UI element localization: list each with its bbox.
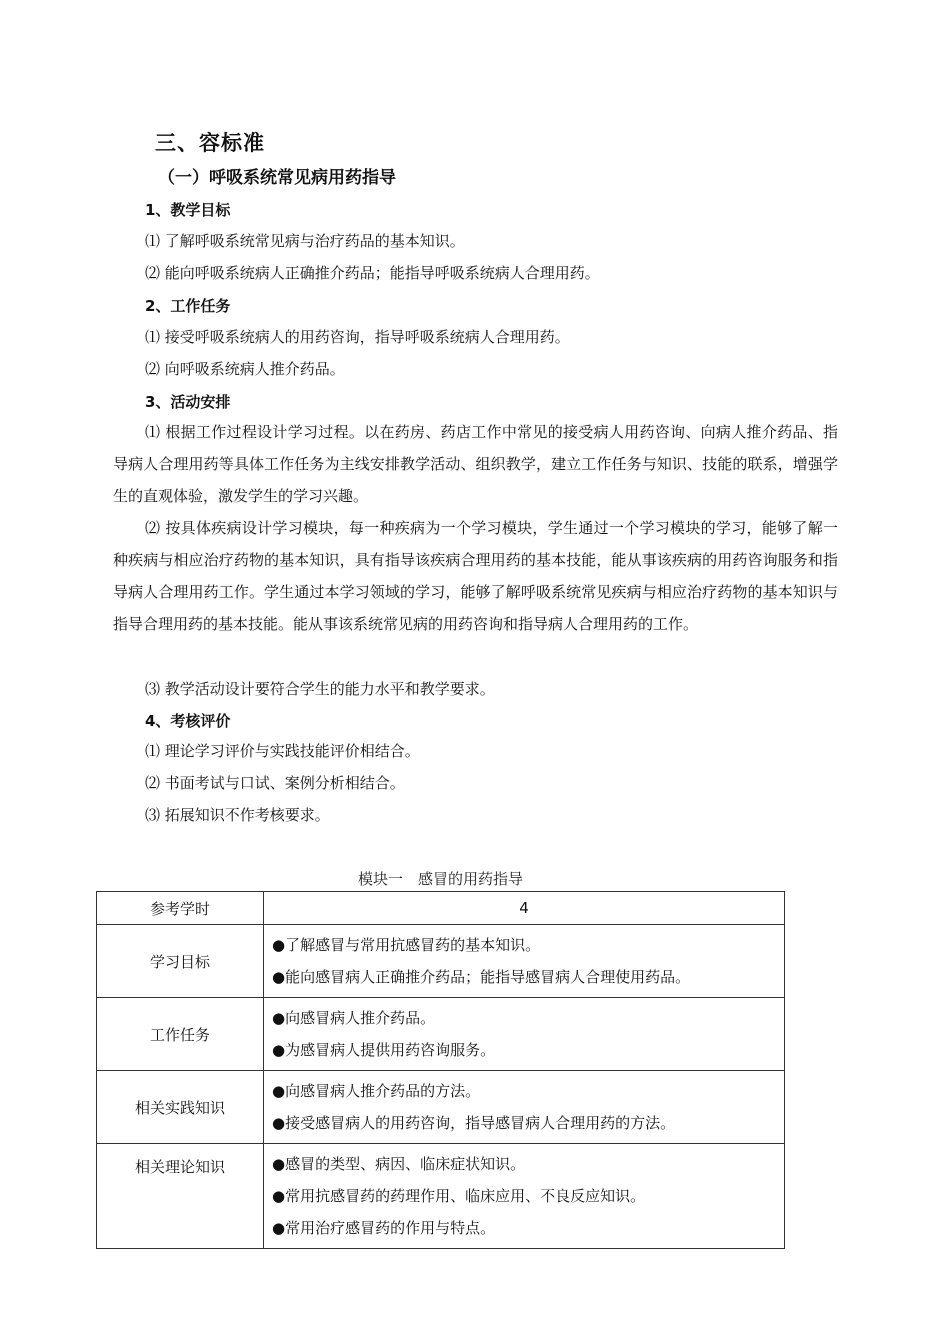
bullet-item: ●常用抗感冒药的药理作用、临床应用、不良反应知识。 [272, 1187, 646, 1205]
bullet-item: ●能向感冒病人正确推介药品；能指导感冒病人合理使用药品。 [272, 968, 691, 986]
module-table [96, 891, 785, 1249]
row-content [264, 998, 785, 1071]
row-content [264, 1144, 785, 1249]
row-label: 学习目标 [97, 925, 264, 998]
row-content [264, 1071, 785, 1144]
section-heading: （一）呼吸系统常见病用药指导 [158, 168, 396, 188]
list-item: ⑴ 了解呼吸系统常见病与治疗药品的基本知识。 [145, 232, 465, 250]
bullet-item: ●常用治疗感冒药的作用与特点。 [272, 1219, 496, 1237]
table-row [97, 1071, 785, 1144]
row-label: 相关理论知识 [97, 1144, 264, 1249]
list-item: ⑶ 拓展知识不作考核要求。 [145, 806, 330, 824]
list-item: ⑶ 教学活动设计要符合学生的能力水平和教学要求。 [145, 680, 495, 698]
table-caption: 模块一 感冒的用药指导 [357, 870, 523, 888]
subsection-heading-teaching-goals: 1、教学目标 [145, 201, 231, 219]
list-item: ⑵ 向呼吸系统病人推介药品。 [145, 360, 345, 378]
bullet-item: ●向感冒病人推介药品的方法。 [272, 1082, 481, 1100]
table-row [97, 998, 785, 1071]
list-item: ⑴ 理论学习评价与实践技能评价相结合。 [145, 742, 420, 760]
table-row [97, 892, 785, 925]
subsection-heading-work-tasks: 2、工作任务 [145, 297, 231, 315]
row-label: 参考学时 [97, 892, 264, 925]
subsection-heading-assessment: 4、考核评价 [145, 712, 231, 730]
list-item: ⑵ 能向呼吸系统病人正确推介药品；能指导呼吸系统病人合理用药。 [145, 264, 600, 282]
list-item: ⑴ 接受呼吸系统病人的用药咨询，指导呼吸系统病人合理用药。 [145, 328, 570, 346]
bullet-item: ●为感冒病人提供用药咨询服务。 [272, 1041, 496, 1059]
chapter-heading: 三、容标准 [155, 131, 265, 155]
row-label: 相关实践知识 [97, 1071, 264, 1144]
row-content [264, 925, 785, 998]
bullet-item: ●感冒的类型、病因、临床症状知识。 [272, 1155, 526, 1173]
subsection-heading-activities: 3、活动安排 [145, 393, 231, 411]
list-item: ⑵ 书面考试与口试、案例分析相结合。 [145, 774, 405, 792]
bullet-item: ●向感冒病人推介药品。 [272, 1009, 436, 1027]
paragraph: ⑵ 按具体疾病设计学习模块，每一种疾病为一个学习模块，学生通过一个学习模块的学习，能够了解一种疾病与相应治疗药物的基本知识，具有指导该疾病合理用药的基本技能，能从事该疾病的用药咨询服务和指导病人合理用药工作。学生通过本学习领域的学习，能够了解呼吸系统常见疾病与相应治疗药物的基本知识与指导合理用药的基本技能。能从事该系统常见病的用药咨询和指导病人合理用药的工作。 [113, 519, 838, 633]
bullet-item: ●了解感冒与常用抗感冒药的基本知识。 [272, 936, 541, 954]
table-row [97, 925, 785, 998]
bullet-item: ●接受感冒病人的用药咨询，指导感冒病人合理用药的方法。 [272, 1114, 676, 1132]
row-value: 4 [264, 892, 785, 925]
paragraph: ⑴ 根据工作过程设计学习过程。以在药房、药店工作中常见的接受病人用药咨询、向病人推介药品、指导病人合理用药等具体工作任务为主线安排教学活动、组织教学，建立工作任务与知识、技能的联系，增强学生的直观体验，激发学生的学习兴趣。 [113, 423, 838, 505]
row-label: 工作任务 [97, 998, 264, 1071]
table-row [97, 1144, 785, 1249]
